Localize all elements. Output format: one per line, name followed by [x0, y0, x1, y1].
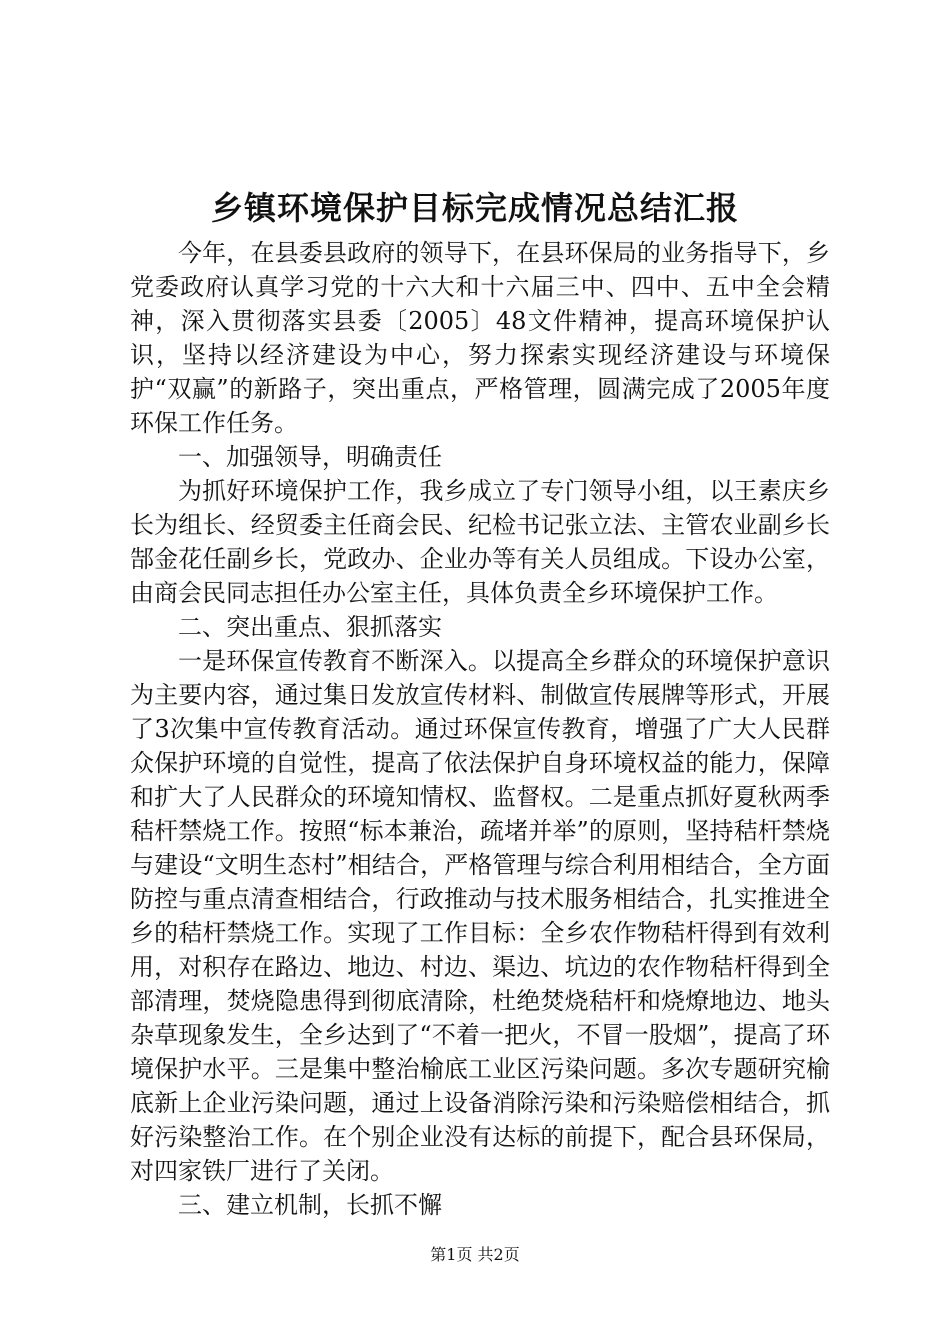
paragraph-leadership: 为抓好环境保护工作，我乡成立了专门领导小组，以王素庆乡长为组长、经贸委主任商会民、纪检书记张立法、主管农业副乡长郜金花任副乡长，党政办、企业办等有关人员组成。下设办公室，由商会民同志担任办公室主任，具体负责全乡环境保护工作。 — [130, 477, 830, 607]
document-body — [130, 236, 830, 1222]
page-footer: 第1页 共2页 — [430, 1245, 520, 1264]
paragraph-intro: 今年，在县委县政府的领导下，在县环保局的业务指导下，乡党委政府认真学习党的十六大和十六届三中、四中、五中全会精神，深入贯彻落实县委〔2005〕48文件精神，提高环境保护认识，坚持以经济建设为中心，努力探索实现经济建设与环境保护“双赢”的新路子，突出重点，严格管理，圆满完成了2005年度环保工作任务。 — [130, 239, 830, 437]
document-title: 乡镇环境保护目标完成情况总结汇报 — [210, 189, 739, 227]
section-heading-1: 一、加强领导，明确责任 — [178, 443, 442, 471]
paragraph-key-work: 一是环保宣传教育不断深入。以提高全乡群众的环境保护意识为主要内容，通过集日发放宣传材料、制做宣传展牌等形式，开展了3次集中宣传教育活动。通过环保宣传教育，增强了广大人民群众保护环境的自觉性，提高了依法保护自身环境权益的能力，保障和扩大了人民群众的环境知情权、监督权。二是重点抓好夏秋两季秸杆禁烧工作。按照“标本兼治，疏堵并举”的原则，坚持秸杆禁烧与建设“文明生态村”相结合，严格管理与综合利用相结合，全方面防控与重点清查相结合，行政推动与技术服务相结合，扎实推进全乡的秸杆禁烧工作。实现了工作目标：全乡农作物秸杆得到有效利用，对积存在路边、地边、村边、渠边、坑边的农作物秸杆得到全部清理，焚烧隐患得到彻底清除，杜绝焚烧秸杆和烧燎地边、地头杂草现象发生，全乡达到了“不着一把火，不冒一股烟”，提高了环境保护水平。三是集中整治榆底工业区污染问题。多次专题研究榆底新上企业污染问题，通过上设备消除污染和污染赔偿相结合，抓好污染整治工作。在个别企业没有达标的前提下，配合县环保局，对四家铁厂进行了关闭。 — [130, 647, 830, 1185]
section-heading-2: 二、突出重点、狠抓落实 — [178, 613, 442, 641]
section-heading-3: 三、建立机制，长抓不懈 — [178, 1191, 442, 1219]
